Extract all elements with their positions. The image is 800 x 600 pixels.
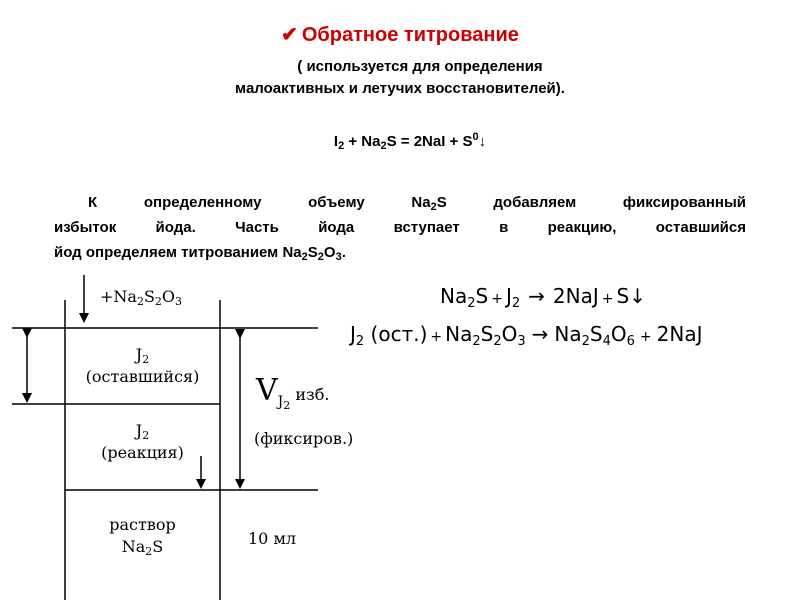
precipitate-arrow-icon: ↓ <box>478 133 487 150</box>
volume-label <box>256 373 330 412</box>
r-sub: 2 <box>493 334 502 349</box>
r-part: Na <box>440 284 468 308</box>
r-part: S <box>480 322 494 346</box>
c-sub: 2 <box>142 429 150 442</box>
reaction-arrow-icon: → <box>531 322 549 346</box>
t-sub: 3 <box>175 295 183 308</box>
text-part: S добавляем фиксированный <box>436 194 746 211</box>
r-sub: 6 <box>626 334 635 349</box>
t-sub: 2 <box>154 295 162 308</box>
cell-line: (реакция) <box>101 443 184 462</box>
eq-middle: S = 2NaI + S <box>386 133 473 150</box>
text-sub: 3 <box>335 251 342 263</box>
c-sub: 2 <box>142 353 150 366</box>
text-part: йод определяем титрованием Na <box>54 244 302 261</box>
cell-line: (оставшийся) <box>85 367 200 386</box>
r-part: S <box>589 322 603 346</box>
checkmark-icon: ✔ <box>281 24 298 46</box>
r-part: 2NaJ <box>552 284 599 308</box>
r-sub: 2 <box>581 334 590 349</box>
text-part: O <box>323 244 336 261</box>
r-part: S <box>475 284 489 308</box>
text-part: К определенному объему Na <box>88 194 431 211</box>
r-part: J <box>505 284 512 308</box>
r-op: + <box>601 291 614 307</box>
text-sub: 2 <box>301 251 308 263</box>
r-part: S <box>616 284 630 308</box>
fixed-label: (фиксиров.) <box>254 429 354 448</box>
r-sub: 4 <box>602 334 611 349</box>
eq-plus-na: + Na <box>344 133 381 150</box>
r-sub: 3 <box>517 334 526 349</box>
title-text: Обратное титрование <box>301 24 519 46</box>
v-sub: J <box>277 394 284 410</box>
subtitle-line-1: ( используется для определения <box>297 58 543 75</box>
r-part: O <box>501 322 518 346</box>
reaction-2 <box>350 322 703 349</box>
v-text: изб. <box>290 385 330 404</box>
text-part: S <box>307 244 318 261</box>
r-sub: 2 <box>355 334 365 349</box>
r-part: Na <box>554 322 582 346</box>
sample-volume-label: 10 мл <box>248 529 297 548</box>
cell-line <box>65 420 220 442</box>
eq-superscript: 0 <box>472 131 479 143</box>
eq-iodine: I <box>333 133 339 150</box>
r-op: + <box>639 329 652 345</box>
r-op: + <box>491 291 503 307</box>
eq-sub: 2 <box>338 140 345 152</box>
paragraph-line-2: избыток йода. Часть йода вступает в реакцию, оставшийся <box>54 219 746 236</box>
r-part: O <box>610 322 627 346</box>
t-part: S <box>143 287 155 306</box>
c-part: Na <box>121 537 146 556</box>
precipitate-arrow-icon: ↓ <box>629 284 646 308</box>
t-sub: 2 <box>136 295 144 308</box>
c-part: S <box>152 537 164 556</box>
solution-cell <box>65 514 220 558</box>
c-part: J <box>135 345 143 364</box>
r-sub: 2 <box>511 296 521 311</box>
t-part: O <box>161 287 176 306</box>
c-sub: 2 <box>145 545 153 558</box>
r-part: (ост.) <box>364 322 428 346</box>
titrant-label <box>100 286 182 308</box>
r-sub: 2 <box>472 334 481 349</box>
t-part: +Na <box>100 287 137 306</box>
r-part: 2NaJ <box>656 322 703 346</box>
cell-line: раствор <box>109 515 176 534</box>
reaction-1 <box>440 284 646 311</box>
eq-sub: 2 <box>380 140 387 152</box>
v-subsub: 2 <box>283 399 291 412</box>
text-sub: 2 <box>317 251 324 263</box>
r-sub: 2 <box>467 296 476 311</box>
reaction-arrow-icon: → <box>528 284 545 308</box>
volume-symbol: V <box>256 373 278 408</box>
excess-iodine-cell <box>65 344 220 388</box>
cell-line <box>65 536 220 558</box>
r-op: + <box>430 329 443 345</box>
reacted-iodine-cell <box>65 420 220 464</box>
r-part: J <box>350 322 356 346</box>
text-sub: 2 <box>430 201 437 213</box>
cell-line <box>65 344 220 366</box>
text-part: . <box>341 244 346 261</box>
r-part: Na <box>445 322 473 346</box>
c-part: J <box>135 421 143 440</box>
subtitle-line-2: малоактивных и летучих восстановителей). <box>235 80 565 97</box>
